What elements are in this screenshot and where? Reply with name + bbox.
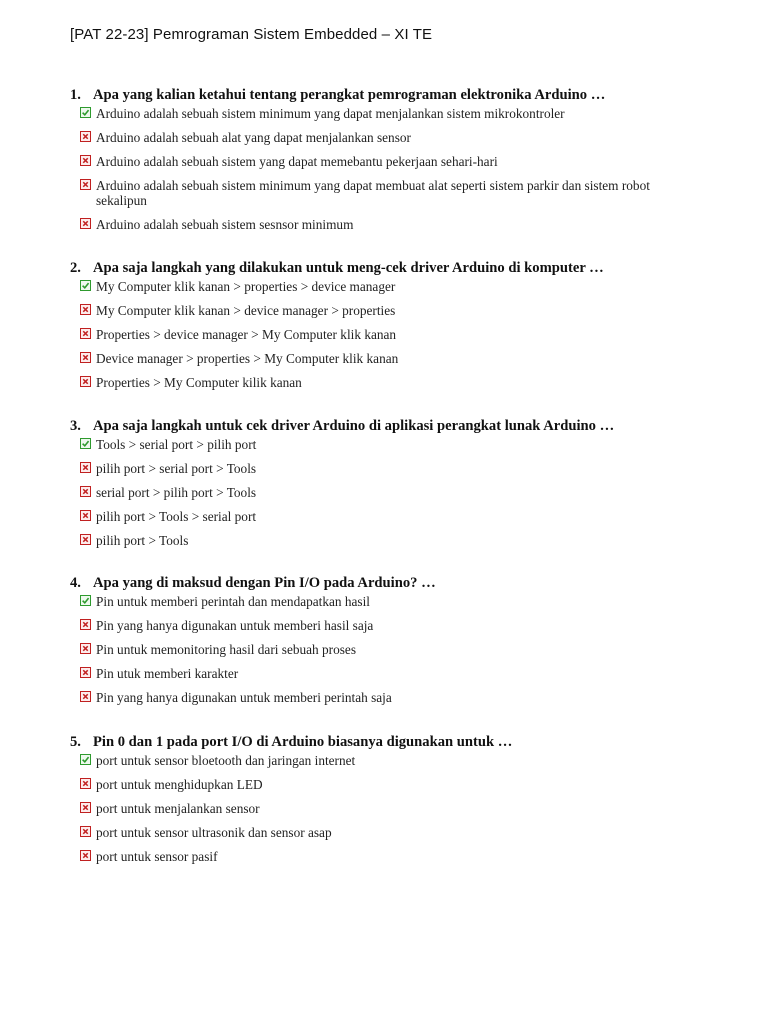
answer-option: [70, 618, 696, 633]
answer-option-text: Arduino adalah sebuah sistem sesnsor minimum: [96, 217, 354, 232]
question-text: [70, 257, 710, 279]
answer-option: [70, 154, 696, 169]
question-4: [70, 572, 710, 714]
answer-option-text: Pin untuk memberi perintah dan mendapatkan hasil: [96, 594, 370, 609]
answer-option-text: Arduino adalah sebuah sistem minimum yang dapat membuat alat seperti sistem parkir dan sistem robot sekalipun: [96, 178, 650, 208]
answer-option: [70, 437, 696, 452]
answer-option-text: Tools > serial port > pilih port: [96, 437, 257, 452]
answer-option: [70, 642, 696, 657]
answer-option-text: Arduino adalah sebuah alat yang dapat menjalankan sensor: [96, 130, 411, 145]
answer-option: [70, 375, 696, 390]
answer-option: [70, 303, 696, 318]
question-text: [70, 731, 710, 753]
answer-option-text: My Computer klik kanan > properties > device manager: [96, 279, 396, 294]
cross-icon: [80, 826, 91, 837]
answer-option: [70, 849, 696, 864]
answer-option: [70, 217, 696, 232]
cross-icon: [80, 155, 91, 166]
question-label: Apa saja langkah untuk cek driver Arduino di aplikasi perangkat lunak Arduino …: [93, 418, 615, 434]
cross-icon: [80, 304, 91, 315]
answer-option: [70, 777, 696, 792]
cross-icon: [80, 802, 91, 813]
option-list: [70, 437, 710, 548]
cross-icon: [80, 691, 91, 702]
answer-option: [70, 690, 696, 705]
answer-option-text: port untuk sensor bloetooth dan jaringan internet: [96, 753, 356, 768]
answer-option-text: pilih port > Tools: [96, 533, 189, 548]
answer-option-text: port untuk sensor pasif: [96, 849, 218, 864]
answer-option-text: My Computer klik kanan > device manager > properties: [96, 303, 396, 318]
option-list: [70, 106, 710, 232]
question-1: [70, 84, 710, 241]
answer-option: [70, 825, 696, 840]
question-number: 1.: [70, 87, 81, 103]
answer-option: [70, 594, 696, 609]
question-text: [70, 84, 710, 106]
question-text: [70, 415, 710, 437]
cross-icon: [80, 619, 91, 630]
answer-option-text: port untuk menghidupkan LED: [96, 777, 263, 792]
question-label: Apa yang kalian ketahui tentang perangkat pemrograman elektronika Arduino …: [93, 87, 606, 103]
answer-option-text: pilih port > Tools > serial port: [96, 509, 257, 524]
answer-option-text: port untuk menjalankan sensor: [96, 801, 260, 816]
question-number: 2.: [70, 260, 81, 276]
answer-option: [70, 666, 696, 681]
check-icon: [80, 280, 91, 291]
question-5: [70, 731, 710, 873]
answer-option-text: Pin yang hanya digunakan untuk memberi perintah saja: [96, 690, 392, 705]
check-icon: [80, 438, 91, 449]
cross-icon: [80, 850, 91, 861]
answer-option-text: Pin untuk memonitoring hasil dari sebuah proses: [96, 642, 356, 657]
answer-option: [70, 801, 696, 816]
cross-icon: [80, 667, 91, 678]
question-label: Pin 0 dan 1 pada port I/O di Arduino biasanya digunakan untuk …: [93, 734, 513, 750]
answer-option: [70, 130, 696, 145]
answer-option-text: Pin utuk memberi karakter: [96, 666, 239, 681]
cross-icon: [80, 376, 91, 387]
cross-icon: [80, 510, 91, 521]
cross-icon: [80, 643, 91, 654]
question-number: 4.: [70, 575, 81, 591]
answer-option: [70, 106, 696, 121]
cross-icon: [80, 534, 91, 545]
question-label: Apa saja langkah yang dilakukan untuk meng-cek driver Arduino di komputer …: [93, 260, 604, 276]
answer-option-text: Properties > My Computer kilik kanan: [96, 375, 302, 390]
option-list: [70, 753, 710, 864]
answer-option-text: serial port > pilih port > Tools: [96, 485, 257, 500]
cross-icon: [80, 131, 91, 142]
answer-option-text: Arduino adalah sebuah sistem yang dapat memebantu pekerjaan sehari-hari: [96, 154, 498, 169]
answer-option-text: port untuk sensor ultrasonik dan sensor asap: [96, 825, 332, 840]
answer-option-text: Device manager > properties > My Computer klik kanan: [96, 351, 399, 366]
answer-option: [70, 279, 696, 294]
answer-option-text: Pin yang hanya digunakan untuk memberi hasil saja: [96, 618, 374, 633]
cross-icon: [80, 179, 91, 190]
check-icon: [80, 754, 91, 765]
answer-option: [70, 327, 696, 342]
question-text: [70, 572, 710, 594]
question-number: 5.: [70, 734, 81, 750]
answer-option: [70, 753, 696, 768]
answer-option-text: Properties > device manager > My Computer klik kanan: [96, 327, 397, 342]
answer-option: [70, 533, 696, 548]
answer-option-text: pilih port > serial port > Tools: [96, 461, 257, 476]
document-title: [PAT 22-23] Pemrograman Sistem Embedded – XI TE: [70, 26, 433, 43]
answer-option: [70, 351, 696, 366]
cross-icon: [80, 218, 91, 229]
answer-option: [70, 485, 696, 500]
cross-icon: [80, 328, 91, 339]
answer-option: [70, 178, 696, 208]
answer-option: [70, 461, 696, 476]
cross-icon: [80, 486, 91, 497]
check-icon: [80, 595, 91, 606]
question-label: Apa yang di maksud dengan Pin I/O pada Arduino? …: [93, 575, 436, 591]
cross-icon: [80, 778, 91, 789]
cross-icon: [80, 462, 91, 473]
question-3: [70, 415, 710, 557]
question-2: [70, 257, 710, 399]
answer-option-text: Arduino adalah sebuah sistem minimum yang dapat menjalankan sistem mikrokontroler: [96, 106, 565, 121]
answer-option: [70, 509, 696, 524]
option-list: [70, 279, 710, 390]
check-icon: [80, 107, 91, 118]
cross-icon: [80, 352, 91, 363]
option-list: [70, 594, 710, 705]
question-number: 3.: [70, 418, 81, 434]
